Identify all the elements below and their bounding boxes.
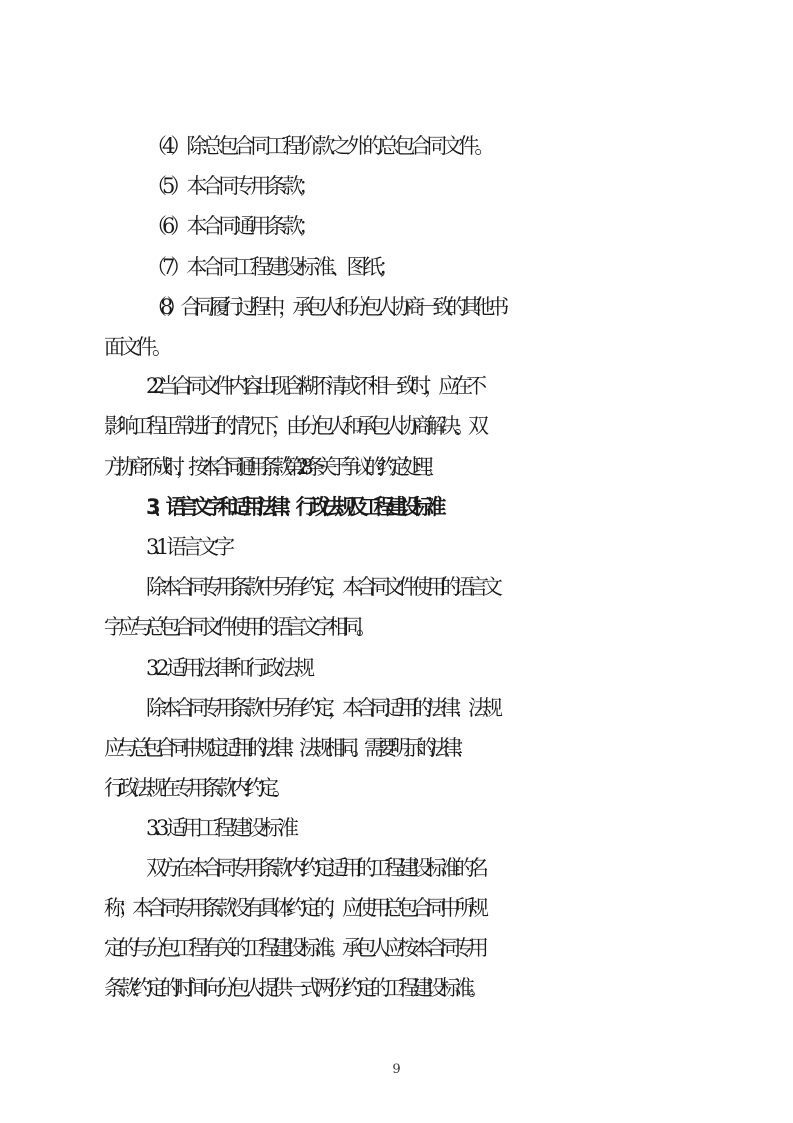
clause-3-1-line-2: 字应与总包合同文件使用的语言文字相同。 <box>104 615 370 639</box>
clause-3-3-line-3: 定的与分包工程有关的工程建设标准。承包人应按本合同专用 <box>104 936 482 960</box>
clause-3-2-title: 3.2 适用法律和行政法规 <box>146 656 311 680</box>
clause-2-2-line-3: 方协商不成时，按本合同通用条款第28条关于争议的约定处理。 <box>104 455 437 479</box>
list-item-6: （6）本合同通用条款； <box>146 214 315 238</box>
list-item-4: （4）除总包合同工程价款之外的总包合同文件。 <box>146 134 491 158</box>
clause-3-2-line-2: 应与总包合同中规定适用的法律、法规相同。需要明示的法律、 <box>104 736 468 760</box>
page-number: 9 <box>392 1062 401 1077</box>
clause-3-2-line-1: 除本合同专用条款中另有约定，本合同适用的法律、法规 <box>146 696 496 720</box>
list-item-7: （7）本合同工程建设标准、图纸； <box>146 255 395 279</box>
list-item-5: （5）本合同专用条款； <box>146 174 315 198</box>
section-3-heading: 3、语言文字和适用法律、行政法规及工程建设标准 <box>146 495 439 519</box>
clause-3-2-line-3: 行政法规在专用条款内约定。 <box>104 776 286 800</box>
clause-3-1-line-1: 除本合同专用条款中另有约定，本合同文件使用的语言文 <box>146 575 496 599</box>
clause-3-1-title: 3.1 语言文字 <box>146 535 231 559</box>
clause-3-3-title: 3.3 适用工程建设标准 <box>146 816 295 840</box>
list-item-8-line-1: （8）合同履行过程中，承包人和分包人协商一致的其他书 <box>146 295 503 319</box>
clause-3-3-line-1: 双方在本合同专用条款内约定适用的工程建设标准的名 <box>146 856 482 880</box>
clause-2-2-line-2: 影响工程正常进行的情况下，由分包人和承包人协商解决。双 <box>104 414 482 438</box>
clause-3-3-line-4: 条款约定的时间向分包人提供一式两份约定的工程建设标准。 <box>104 976 482 1000</box>
clause-3-3-line-2: 称；本合同专用条款没有具体约定的，应使用总包合同中所规 <box>104 896 482 920</box>
list-item-8-line-2: 面文件。 <box>104 335 168 359</box>
clause-2-2-line-1: 2.2 当合同文件内容出现含糊不清或不相一致时，应在不 <box>146 374 481 398</box>
